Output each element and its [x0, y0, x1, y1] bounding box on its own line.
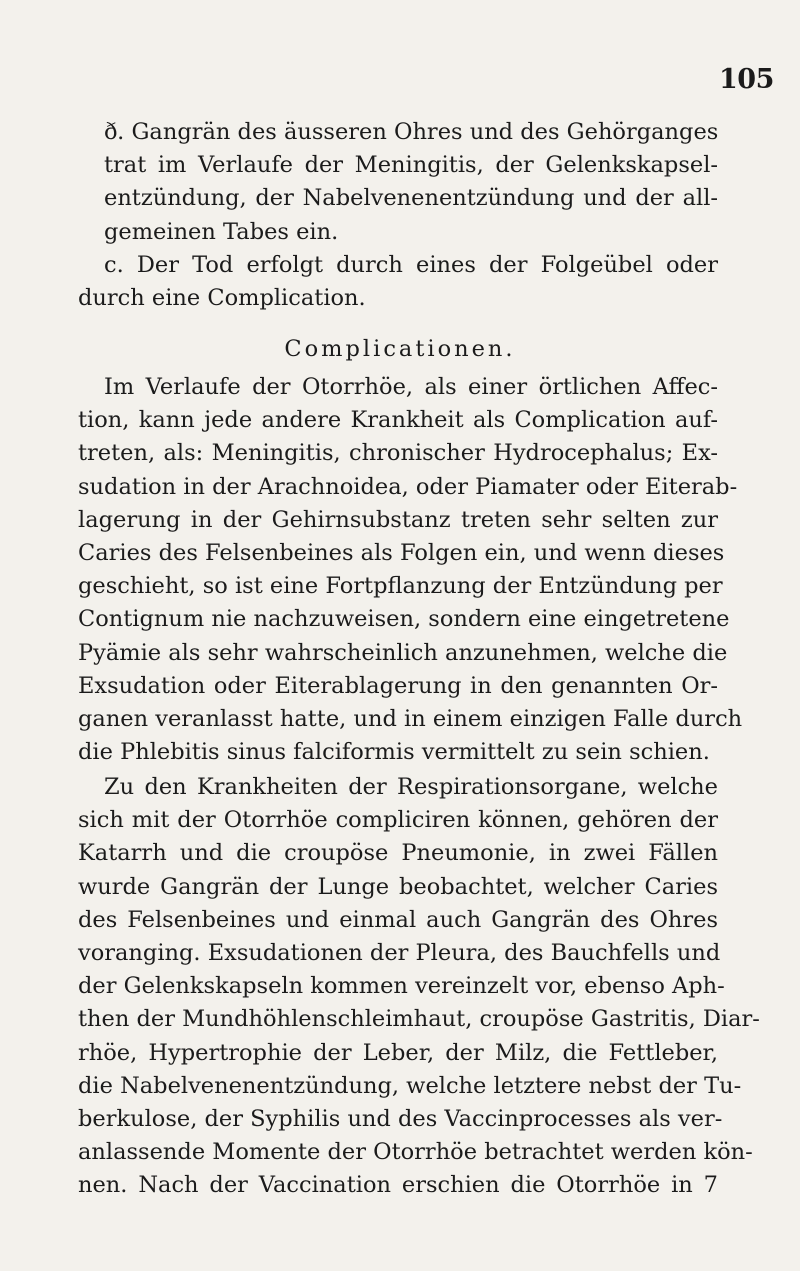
page-number: 105: [719, 64, 774, 95]
text-line: Exsudation oder Eiterablagerung in den genannten Or-: [78, 672, 718, 699]
text-line: voranging. Exsudationen der Pleura, des Bauchfells und: [78, 940, 721, 967]
paragraph-respiratory: [78, 771, 760, 1203]
text-line: gemeinen Tabes ein.: [104, 218, 339, 245]
text-line: trat im Verlaufe der Meningitis, der Gelenkskapsel-: [104, 152, 718, 179]
text-line: sich mit der Otorrhöe compliciren können, gehören der: [78, 807, 718, 834]
text-line: durch eine Complication.: [78, 285, 366, 312]
text-line: sudation in der Arachnoidea, oder Piamater oder Eiterab-: [78, 473, 738, 500]
text-line: rhöe, Hypertrophie der Leber, der Milz, die Fettleber,: [78, 1039, 718, 1066]
text-line: der Gelenkskapseln kommen vereinzelt vor, ebenso Aph-: [78, 973, 725, 1000]
text-line: Pyämie als sehr wahrscheinlich anzunehmen, welche die: [78, 639, 728, 666]
text-line: die Nabelvenenentzündung, welche letztere nebst der Tu-: [78, 1072, 742, 1099]
text-line: die Phlebitis sinus falciformis vermittelt zu sein schien.: [78, 739, 710, 766]
text-line: Zu den Krankheiten der Respirationsorgane, welche: [104, 774, 718, 800]
text-line: Im Verlaufe der Otorrhöe, als einer örtlichen Affec-: [104, 374, 718, 400]
section-heading: Complicationen.: [284, 336, 516, 362]
text-line: berkulose, der Syphilis und des Vaccinprocesses als ver-: [78, 1106, 723, 1133]
text-line: lagerung in der Gehirnsubstanz treten sehr selten zur: [78, 506, 718, 533]
text-line: nen. Nach der Vaccination erschien die Otorrhöe in 7: [78, 1172, 718, 1199]
text-line: tion, kann jede andere Krankheit als Complication auf-: [78, 407, 718, 434]
text-line: geschieht, so ist eine Fortpflanzung der Entzündung per: [78, 573, 723, 600]
text-line: des Felsenbeines und einmal auch Gangrän des Ohres: [78, 906, 718, 933]
paragraph-complications: [78, 371, 743, 769]
text-line: wurde Gangrän der Lunge beobachtet, welcher Caries: [78, 873, 718, 900]
text-line: ganen veranlasst hatte, und in einem einzigen Falle durch: [78, 706, 743, 733]
text-line: then der Mundhöhlenschleimhaut, croupöse Gastritis, Diar-: [78, 1006, 760, 1033]
text-line: Katarrh und die croupöse Pneumonie, in zwei Fällen: [78, 840, 718, 867]
text-line: ð. Gangrän des äusseren Ohres und des Gehörganges: [104, 119, 719, 145]
text-line: anlassende Momente der Otorrhöe betrachtet werden kön-: [78, 1139, 753, 1166]
text-line: treten, als: Meningitis, chronischer Hydrocephalus; Ex-: [78, 440, 718, 467]
text-line: Caries des Felsenbeines als Folgen ein, und wenn dieses: [78, 540, 725, 567]
text-line: c. Der Tod erfolgt durch eines der Folgeübel oder: [104, 251, 718, 278]
text-line: entzündung, der Nabelvenenentzündung und der all-: [104, 185, 718, 212]
text-line: Contignum nie nachzuweisen, sondern eine eingetretene: [78, 606, 730, 633]
section-b-text: [78, 116, 718, 315]
